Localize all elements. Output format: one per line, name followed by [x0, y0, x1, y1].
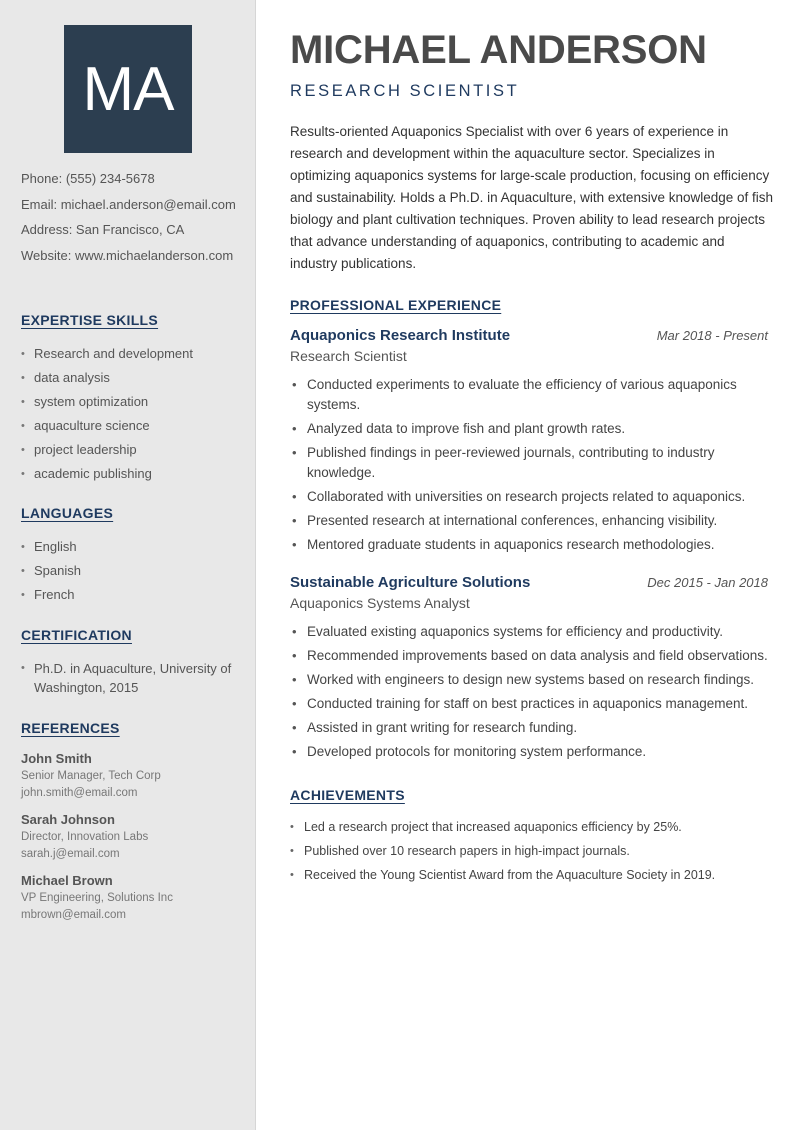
reference-entry [21, 811, 246, 863]
job-bullet: • Evaluated existing aquaponics systems for efficiency and productivity. [290, 622, 768, 642]
reference-name: Michael Brown [21, 873, 113, 888]
candidate-name: MICHAEL ANDERSON [290, 28, 707, 72]
skill-item: • Research and development [21, 342, 246, 366]
job-bullet: • Recommended improvements based on data analysis and field observations. [290, 646, 768, 666]
languages-section [21, 505, 246, 607]
job-bullet: • Collaborated with universities on research projects related to aquaponics. [290, 487, 768, 507]
reference-entry [21, 750, 246, 802]
languages-heading: LANGUAGES [21, 505, 114, 521]
job-entry [290, 574, 768, 766]
reference-title: VP Engineering, Solutions Inc [21, 892, 173, 904]
skills-heading: EXPERTISE SKILLS [21, 312, 159, 328]
job-bullet: • Conducted training for staff on best practices in aquaponics management. [290, 694, 768, 714]
contact-info [21, 170, 236, 272]
job-title: Aquaponics Systems Analyst [290, 595, 470, 611]
reference-name: Sarah Johnson [21, 812, 115, 827]
job-dates: Dec 2015 - Jan 2018 [647, 575, 768, 590]
skill-item: • academic publishing [21, 462, 246, 486]
achievements-heading: ACHIEVEMENTS [290, 787, 405, 803]
job-bullet: • Analyzed data to improve fish and plant growth rates. [290, 419, 768, 439]
skills-list [21, 342, 246, 486]
achievement-item: • Led a research project that increased aquaponics efficiency by 25%. [290, 815, 775, 839]
sidebar [0, 0, 256, 1130]
job-title: Research Scientist [290, 348, 407, 364]
achievement-item: • Published over 10 research papers in high-impact journals. [290, 839, 775, 863]
job-bullet: • Published findings in peer-reviewed journals, contributing to industry knowledge. [290, 443, 768, 483]
reference-email: mbrown@email.com [21, 909, 126, 921]
certification-heading: CERTIFICATION [21, 627, 132, 643]
job-dates: Mar 2018 - Present [656, 328, 768, 343]
reference-entry [21, 872, 246, 924]
job-bullets [290, 622, 768, 762]
job-company: Sustainable Agriculture Solutions [290, 574, 531, 591]
achievement-item: • Received the Young Scientist Award from the Aquaculture Society in 2019. [290, 863, 775, 887]
job-entry [290, 327, 768, 559]
reference-email: john.smith@email.com [21, 787, 138, 799]
skill-item: • data analysis [21, 366, 246, 390]
job-bullet: • Conducted experiments to evaluate the efficiency of various aquaponics systems. [290, 375, 768, 415]
contact-phone: Phone: (555) 234-5678 [21, 171, 155, 186]
candidate-role: RESEARCH SCIENTIST [290, 82, 520, 100]
language-item: • Spanish [21, 559, 246, 583]
contact-website: Website: www.michaelanderson.com [21, 247, 234, 263]
language-item: • French [21, 583, 246, 607]
reference-name: John Smith [21, 751, 92, 766]
job-bullet: • Assisted in grant writing for research funding. [290, 718, 768, 738]
languages-list [21, 535, 246, 607]
references-section [21, 720, 246, 924]
skill-item: • system optimization [21, 390, 246, 414]
language-item: • English [21, 535, 246, 559]
reference-title: Senior Manager, Tech Corp [21, 770, 161, 782]
skills-section [21, 312, 246, 486]
job-company: Aquaponics Research Institute [290, 327, 511, 344]
references-heading: REFERENCES [21, 720, 120, 736]
certification-list [21, 659, 246, 697]
job-bullet: • Mentored graduate students in aquaponics research methodologies. [290, 535, 768, 555]
job-bullets [290, 375, 768, 555]
job-bullet: • Developed protocols for monitoring system performance. [290, 742, 768, 762]
monogram-avatar: MA [64, 25, 192, 153]
certification-section [21, 627, 246, 697]
job-bullet: • Worked with engineers to design new systems based on research findings. [290, 670, 768, 690]
achievements-list [290, 815, 775, 887]
reference-email: sarah.j@email.com [21, 848, 120, 860]
reference-title: Director, Innovation Labs [21, 831, 149, 843]
certification-item: • Ph.D. in Aquaculture, University of Washington, 2015 [21, 659, 246, 697]
contact-address: Address: San Francisco, CA [21, 222, 185, 237]
contact-email: Email: michael.anderson@email.com [21, 196, 236, 212]
skill-item: • aquaculture science [21, 414, 246, 438]
summary-paragraph: Results-oriented Aquaponics Specialist with over 6 years of experience in research and development within the aquaculture sector. Specializes in optimizing aquaponics systems for large-scale production, focusing on efficiency and sustainability. Holds a Ph.D. in Aquaculture, with extensive knowledge of fish biology and plant cultivation techniques. Proven ability to lead research projects that advance understanding of aquaponics, contributing to academic and industry publications. [290, 124, 774, 271]
job-bullet: • Presented research at international conferences, enhancing visibility. [290, 511, 768, 531]
skill-item: • project leadership [21, 438, 246, 462]
experience-heading: PROFESSIONAL EXPERIENCE [290, 297, 502, 313]
